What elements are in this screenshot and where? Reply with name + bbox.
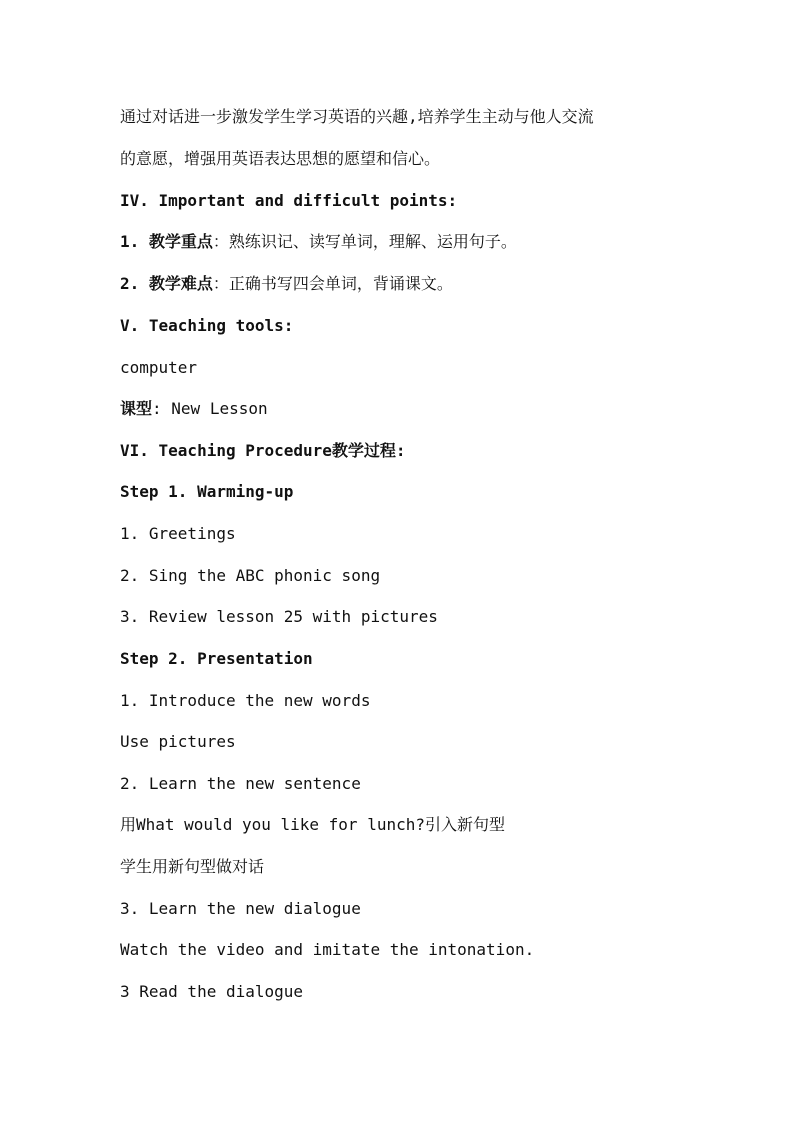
lesson-type-label: 课型 bbox=[120, 399, 153, 418]
step-item: 2. Learn the new sentence bbox=[120, 774, 361, 793]
step-subitem: 用What would you like for lunch?引入新句型 bbox=[120, 815, 505, 834]
section-heading-iv: IV. Important and difficult points: bbox=[120, 191, 458, 210]
step-title: Step 1. Warming-up bbox=[120, 482, 294, 501]
step-subitem: Use pictures bbox=[120, 732, 236, 751]
key-point-text: ：熟练识记、读写单词，理解、运用句子。 bbox=[212, 232, 517, 251]
difficult-point-line bbox=[120, 273, 720, 295]
key-point-label: 1. 教学重点 bbox=[120, 232, 213, 251]
difficult-point-text: ：正确书写四会单词，背诵课文。 bbox=[212, 274, 453, 293]
lesson-type-line bbox=[120, 398, 720, 420]
lesson-type-text: : New Lesson bbox=[152, 399, 268, 418]
step-item: 3. Review lesson 25 with pictures bbox=[120, 607, 438, 626]
step-title: Step 2. Presentation bbox=[120, 649, 313, 668]
paragraph-line: 通过对话进一步激发学生学习英语的兴趣,培养学生主动与他人交流 bbox=[120, 107, 594, 126]
paragraph-line: 的意愿，增强用英语表达思想的愿望和信心。 bbox=[120, 149, 441, 168]
step-subitem: Watch the video and imitate the intonation. bbox=[120, 940, 535, 959]
teaching-tool-item: computer bbox=[120, 358, 198, 377]
step-subitem: 学生用新句型做对话 bbox=[120, 857, 265, 876]
step-item: 3 Read the dialogue bbox=[120, 982, 304, 1001]
difficult-point-label: 2. 教学难点 bbox=[120, 274, 213, 293]
step-item: 3. Learn the new dialogue bbox=[120, 899, 361, 918]
section-heading-v: V. Teaching tools: bbox=[120, 316, 294, 335]
step-item: 1. Greetings bbox=[120, 524, 236, 543]
key-point-line bbox=[120, 231, 720, 253]
step-item: 1. Introduce the new words bbox=[120, 691, 371, 710]
section-heading-vi: VI. Teaching Procedure教学过程: bbox=[120, 441, 406, 460]
step-item: 2. Sing the ABC phonic song bbox=[120, 566, 381, 585]
